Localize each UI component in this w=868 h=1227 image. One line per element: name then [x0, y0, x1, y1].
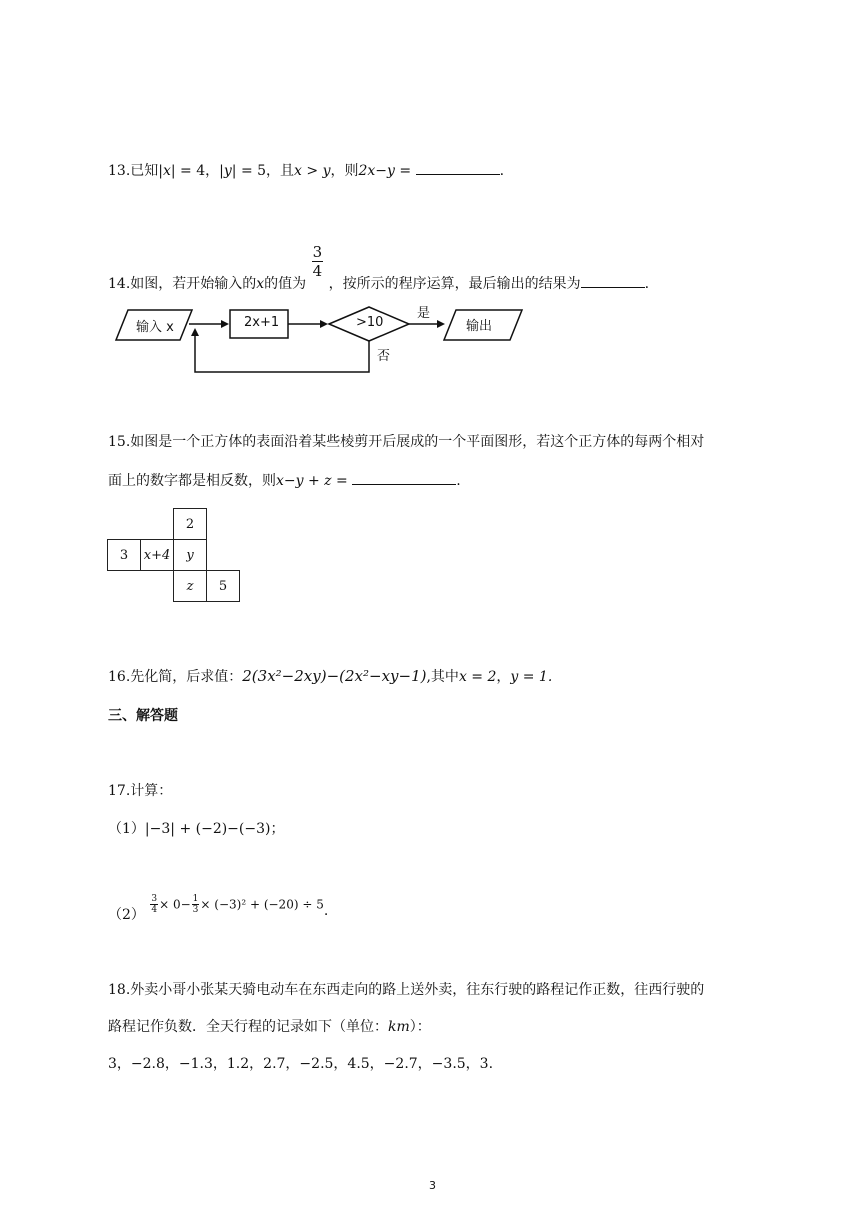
net-cell-bottom-right: 5	[207, 571, 240, 602]
page-number: 3	[429, 1179, 436, 1192]
question-13	[108, 160, 504, 181]
q17-p2-mid: × 0−	[159, 897, 191, 912]
q15-answer-blank[interactable]	[352, 470, 456, 485]
q14-end: .	[644, 275, 650, 292]
section-heading: 三、解答题	[108, 708, 178, 724]
q13-answer-blank[interactable]	[416, 160, 500, 175]
flow-output-label: 输出	[466, 319, 493, 334]
q17-frac2-den: 3	[192, 905, 199, 915]
arrow-icon	[221, 320, 229, 328]
net-cell-mid: y	[174, 540, 207, 571]
q13-expression: 2x−y =	[358, 163, 412, 179]
q16-where: ,其中	[426, 669, 459, 685]
question-15-line2	[108, 470, 461, 491]
q17-p2-end: .	[323, 902, 329, 919]
q17-p1-expression: |−3| + (−2)−(−3)；	[144, 821, 285, 837]
arrow-icon	[320, 320, 328, 328]
q17-frac1-den: 4	[151, 905, 158, 915]
question-15-line1: 15.如图是一个正方体的表面沿着某些棱剪开后展成的一个平面图形，若这个正方体的每两个相对	[108, 434, 705, 450]
q18-unit: km	[388, 1019, 410, 1035]
q17-frac2-num: 1	[192, 894, 199, 904]
q17-frac1-num: 3	[151, 894, 158, 904]
q13-eq1: = 4，	[175, 163, 220, 179]
q15-end: .	[456, 473, 461, 489]
q13-abs-y: |y|	[219, 163, 237, 179]
question-18-data: 3，−2.8，−1.3，1.2，2.7，−2.5，4.5，−2.7，−3.5，3.	[108, 1056, 494, 1072]
flow-process-label: 2x+1	[244, 315, 280, 330]
net-cell-left: 3	[108, 540, 141, 571]
flow-no-label: 否	[377, 349, 391, 364]
q18-prefix: 路程记作负数．全天行程的记录如下（单位：	[108, 1019, 388, 1035]
q15-expression: x−y + z =	[276, 473, 348, 489]
q15-prefix: 面上的数字都是相反数，则	[108, 473, 276, 489]
q13-abs-x: |x|	[158, 163, 176, 179]
net-cell-bottom: z	[174, 571, 207, 602]
q13-then: ，则	[330, 163, 359, 179]
q14-frac-den: 4	[312, 262, 323, 280]
q16-sep: ，	[496, 669, 511, 685]
q14-flowchart	[110, 300, 530, 380]
q17-frac2	[192, 894, 200, 915]
q14-var: x	[256, 275, 265, 292]
q17-p1-label: （1）	[108, 821, 145, 837]
cube-net	[107, 508, 240, 602]
q14-frac-num: 3	[312, 243, 323, 261]
question-16	[108, 666, 552, 687]
q16-expression: 2(3x²−2xy)−(2x²−xy−1)	[242, 667, 427, 685]
q14-suffix: ，按所示的程序运算，最后输出的结果为	[328, 275, 581, 292]
q13-condition: x > y	[294, 163, 331, 179]
net-cell-top: 2	[174, 509, 207, 540]
q13-eq2: = 5，且	[236, 163, 295, 179]
question-14	[108, 237, 650, 292]
q14-prefix: 14.如图，若开始输入的	[108, 275, 257, 292]
q18-suffix: ）：	[409, 1019, 431, 1035]
flow-input-label: 输入 x	[136, 320, 174, 335]
net-cell-mid-left: x+4	[141, 540, 174, 571]
question-17-part2	[108, 894, 328, 924]
q13-end: .	[499, 163, 505, 179]
q17-p2-rest: × (−3)² + (−20) ÷ 5	[200, 897, 324, 912]
arrow-icon	[437, 320, 445, 328]
q14-mid: 的值为	[264, 275, 307, 292]
flow-decision-label: >10	[356, 315, 384, 330]
q16-y-value: y = 1.	[510, 669, 553, 685]
q14-fraction	[312, 243, 324, 280]
q16-prefix: 16.先化简，后求值：	[108, 669, 243, 685]
q14-answer-blank[interactable]	[581, 273, 645, 288]
q17-p2-label: （2）	[108, 906, 145, 923]
q17-frac1	[150, 894, 158, 915]
arrow-icon	[191, 328, 199, 336]
question-18-line2	[108, 1017, 431, 1037]
question-18-line1: 18.外卖小哥小张某天骑电动车在东西走向的路上送外卖，往东行驶的路程记作正数，往西行驶的	[108, 982, 705, 998]
question-17-part1	[108, 819, 284, 839]
q13-prefix: 13.已知	[108, 163, 159, 179]
q16-x-value: x = 2	[458, 669, 497, 685]
question-17-title: 17.计算：	[108, 783, 173, 799]
flow-yes-label: 是	[417, 306, 431, 321]
